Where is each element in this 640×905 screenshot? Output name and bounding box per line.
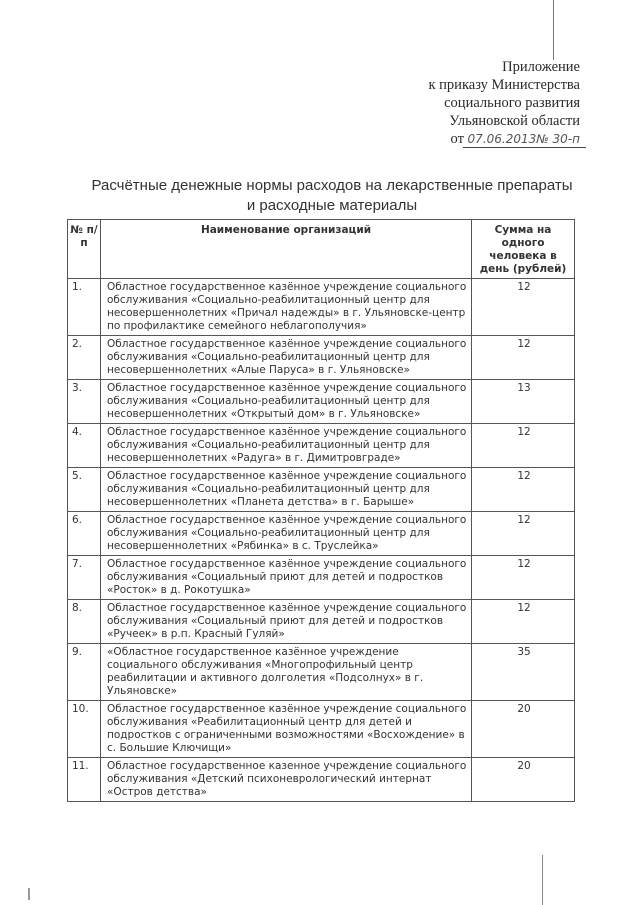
- table-header-row: [68, 220, 575, 279]
- scan-artifact-line: [542, 855, 543, 905]
- table-row: [68, 512, 575, 556]
- row-sum: 12: [472, 600, 575, 644]
- table-row: [68, 644, 575, 701]
- appendix-line: Приложение: [502, 59, 580, 75]
- header-name: Наименование организаций: [101, 220, 472, 279]
- row-name: Областное государственное казенное учреждение социального обслуживания «Детский психоневрологический интернат «Остров детства»: [101, 758, 472, 802]
- norms-table: [67, 219, 575, 802]
- order-line: [451, 130, 580, 148]
- table-row: [68, 600, 575, 644]
- order-reference: [429, 130, 581, 148]
- table-row: [68, 468, 575, 512]
- row-number: 2.: [68, 336, 101, 380]
- table-row: [68, 701, 575, 758]
- row-sum: 20: [472, 758, 575, 802]
- table-row: [68, 556, 575, 600]
- row-name: Областное государственное казённое учреждение социального обслуживания «Социально-реабилитационный центр для несовершеннолетних «Причал надежды» в г. Ульяновске-центр по профилактике семейного неблагополучия»: [101, 279, 472, 336]
- order-prefix: от: [450, 131, 464, 147]
- row-number: 6.: [68, 512, 101, 556]
- row-sum: 12: [472, 424, 575, 468]
- row-number: 7.: [68, 556, 101, 600]
- row-sum: 20: [472, 701, 575, 758]
- row-sum: 35: [472, 644, 575, 701]
- row-number: 5.: [68, 468, 101, 512]
- table-row: [68, 279, 575, 336]
- table-row: [68, 380, 575, 424]
- scan-artifact-mark: [28, 888, 30, 900]
- table-row: [68, 336, 575, 380]
- row-sum: 12: [472, 279, 575, 336]
- document-title: [0, 176, 640, 216]
- header-sum: Сумма на одного человека в день (рублей): [472, 220, 575, 279]
- row-sum: 13: [472, 380, 575, 424]
- title-line: и расходные материалы: [246, 197, 418, 214]
- row-name: Областное государственное казённое учреждение социального обслуживания «Социально-реабилитационный центр для несовершеннолетних «Алые Паруса» в г. Ульяновске»: [101, 336, 472, 380]
- row-name: Областное государственное казённое учреждение социального обслуживания «Социальный приют для детей и подростков «Росток» в д. Рокотушка»: [101, 556, 472, 600]
- appendix-block: [429, 58, 581, 148]
- row-name: Областное государственное казённое учреждение социального обслуживания «Социально-реабилитационный центр для несовершеннолетних «Рябинка» в с. Труслейка»: [101, 512, 472, 556]
- row-sum: 12: [472, 556, 575, 600]
- header-number: № п/п: [68, 220, 101, 279]
- row-sum: 12: [472, 512, 575, 556]
- row-number: 9.: [68, 644, 101, 701]
- table-row: [68, 424, 575, 468]
- appendix-line: социального развития: [444, 95, 580, 111]
- row-name: Областное государственное казённое учреждение социального обслуживания «Реабилитационный центр для детей и подростков с ограниченными возможностями «Восхождение» в с. Большие Ключищи»: [101, 701, 472, 758]
- row-name: Областное государственное казённое учреждение социального обслуживания «Социально-реабилитационный центр для несовершеннолетних «Открытый дом» в г. Ульяновске»: [101, 380, 472, 424]
- appendix-line: Ульяновской области: [449, 113, 580, 129]
- row-name: Областное государственное казённое учреждение социального обслуживания «Социальный приют для детей и подростков «Ручеек» в р.п. Красный Гуляй»: [101, 600, 472, 644]
- row-number: 10.: [68, 701, 101, 758]
- order-underline: [463, 147, 586, 148]
- title-line: Расчётные денежные нормы расходов на лекарственные препараты: [91, 177, 573, 194]
- row-name: «Областное государственное казённое учреждение социального обслуживания «Многопрофильный центр реабилитации и активного долголетия «Подсолнух» в г. Ульяновске»: [101, 644, 472, 701]
- order-handwritten-number: 07.06.2013№ 30-п: [467, 132, 580, 146]
- row-name: Областное государственное казённое учреждение социального обслуживания «Социально-реабилитационный центр для несовершеннолетних «Радуга» в г. Димитровграде»: [101, 424, 472, 468]
- row-name: Областное государственное казённое учреждение социального обслуживания «Социально-реабилитационный центр для несовершеннолетних «Планета детства» в г. Барыше»: [101, 468, 472, 512]
- row-number: 1.: [68, 279, 101, 336]
- table-row: [68, 758, 575, 802]
- scan-artifact-line: [553, 0, 554, 60]
- appendix-line: к приказу Министерства: [428, 77, 580, 93]
- row-number: 3.: [68, 380, 101, 424]
- row-sum: 12: [472, 336, 575, 380]
- row-number: 11.: [68, 758, 101, 802]
- row-sum: 12: [472, 468, 575, 512]
- row-number: 8.: [68, 600, 101, 644]
- row-number: 4.: [68, 424, 101, 468]
